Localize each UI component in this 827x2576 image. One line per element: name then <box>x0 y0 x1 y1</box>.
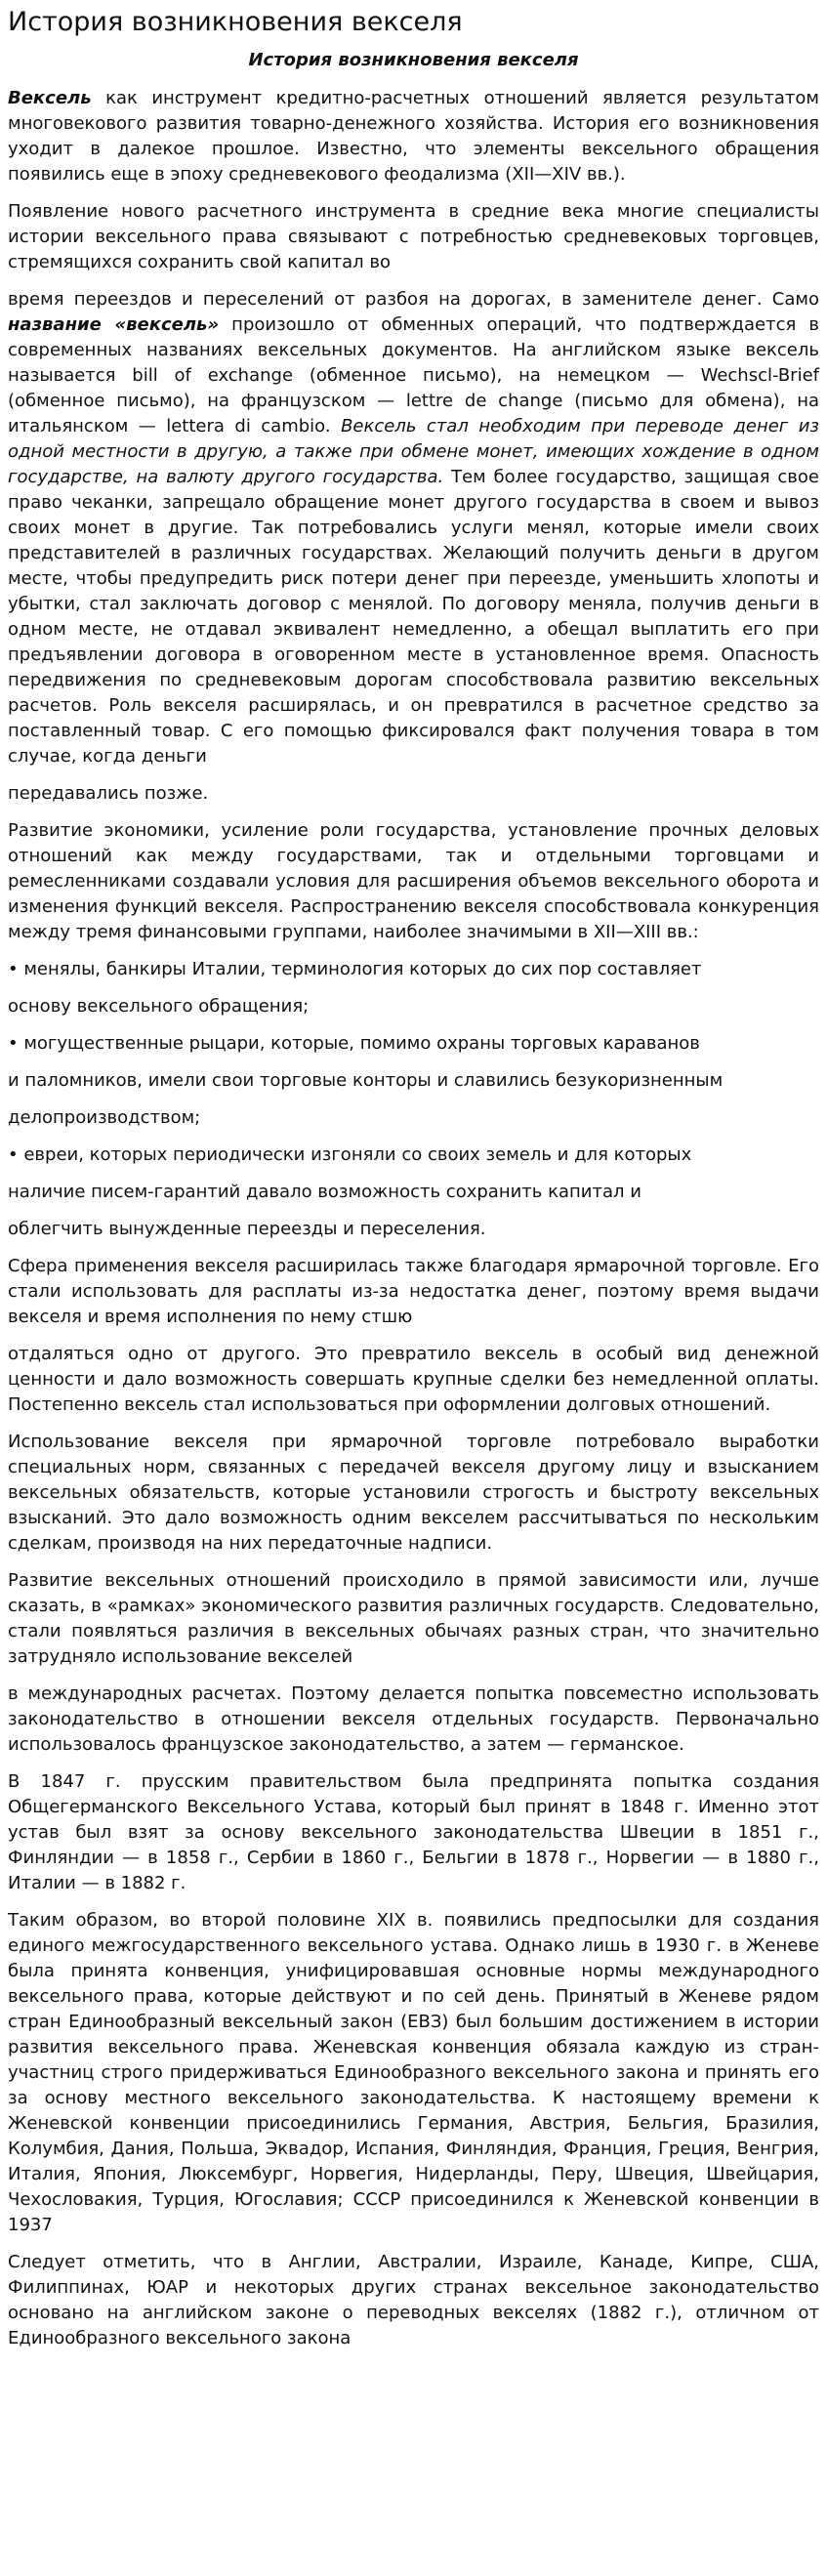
paragraph-12: наличие писем-гарантий давало возможность сохранить капитал и <box>8 1182 641 1202</box>
paragraph-9: и паломников, имели свои торговые конторы и славились безукоризненным <box>8 1070 724 1091</box>
paragraph-18: в международных расчетах. Поэтому делается попытка повсеместно использовать законодательство в отношении векселя отдельных государств. Первоначально использовалось французское законодательство, а затем — германское. <box>8 1683 819 1755</box>
article-subtitle: История возникновения векселя <box>248 50 579 70</box>
paragraph-19: В 1847 г. прусским правительством была предпринята попытка создания Общегерманского Вексельного Устава, который был принят в 1848 г. Именно этот устав был взят за основу вексельного законодательства Швеции в 1851 г., Финляндии — в 1858 г., Сербии в 1860 г., Бельгии в 1878 г., Норвегии — в 1880 г., Италии — в 1882 г. <box>8 1771 819 1893</box>
paragraph-14: Сфера применения векселя расширилась также благодаря ярмарочной торговле. Его стали использовать для расплаты из-за недостатка денег, поэтому время выдачи векселя и время исполнения по нему стшю <box>8 1256 819 1327</box>
page-title: История возникновения векселя <box>8 7 463 37</box>
paragraph-16: Использование векселя при ярмарочной торговле потребовало выработки специальных норм, связанных с передачей векселя другому лицу и взысканием вексельных обязательств, которые установили строгость и быстроту вексельных взысканий. Это дало возможность одним векселем рассчитываться по нескольким сделкам, производя на них передаточные надписи. <box>8 1432 819 1554</box>
list-item-jews: • евреи, которых периодически изгоняли со своих земель и для которых <box>8 1144 692 1165</box>
list-item-bankers: • менялы, банкиры Италии, терминология которых до сих пор составляет <box>8 959 702 979</box>
paragraph-3-part-c: Тем более государство, защищая свое право чеканки, запрещало обращение монет другого государства в своем и вывоз своих монет в другие. Так потребовались услуги менял, которые имели своих представителей в различных государствах. Желающий получить деньги в другом месте, чтобы предупредить риск потери денег при переезде, уменьшить хлопоты и убытки, стал заключать договор с менялой. По договору меняла, получив деньги в одном месте, не отдавал эквивалент немедленно, а обещал выплатить его при предъявлении договора в оговоренном месте в установленное время. Опасность передвижения по средневековым дорогам способствовала развитию вексельных расчетов. Роль векселя расширялась, и он превратился в расчетное средство за поставленный товар. С его помощью фиксировался факт получения товара в том случае, когда деньги <box>8 467 820 767</box>
paragraph-13: облегчить вынужденные переезды и переселения. <box>8 1219 486 1239</box>
paragraph-2: Появление нового расчетного инструмента в средние века многие специалисты истории вексельного права связывают с потребностью средневековых торговцев, стремящихся сохранить свой капитал во <box>8 201 819 272</box>
list-item-knights: • могущественные рыцари, которые, помимо охраны торговых караванов <box>8 1033 700 1054</box>
paragraph-17: Развитие вексельных отношений происходило в прямой зависимости или, лучше сказать, в «рамках» экономического развития различных государств. Следовательно, стали появляться различия в вексельных обычаях разных стран, что значительно затрудняло использование векселей <box>8 1570 819 1667</box>
term-veksel: Вексель <box>8 88 92 108</box>
paragraph-3-italic: Вексель стал необходим при переводе денег из одной местности в другую, а также при обмене монет, имеющих хождение в одном государстве, на валюту другого государства. <box>8 416 820 487</box>
paragraph-4: передавались позже. <box>8 783 209 804</box>
paragraph-1 <box>8 86 819 187</box>
paragraph-1-text: как инструмент кредитно-расчетных отношений является результатом многовекового развития товарно-денежного хозяйства. История его возникновения уходит в далекое прошлое. Известно, что элементы вексельного обращения появились еще в эпоху средневекового феодализма (XII—XIV вв.). <box>8 88 819 185</box>
paragraph-3-part-b: произошло от обменных операций, что подтверждается в современных названиях вексельных документов. На английском языке вексель называется bill of exchange (обменное письмо), на немецком — Wechscl-Brief (обменное письмо), на французском — lettre de change (письмо для обмена), на итальянском — lettera di cambio. <box>8 314 819 436</box>
term-nazvanie: название «вексель» <box>8 314 220 335</box>
paragraph-7: основу вексельного обращения; <box>8 996 310 1017</box>
paragraph-3-part-a: время переездов и переселений от разбоя на дорогах, в заменителе денег. Само <box>8 289 819 310</box>
paragraph-5: Развитие экономики, усиление роли государства, установление прочных деловых отношений как между государствами, так и отдельными торговцами и ремесленниками создавали условия для расширения объемов вексельного оборота и изменения функций векселя. Распространению векселя способствовала конкуренция между тремя финансовыми группами, наиболее значимыми в XII—XIII вв.: <box>8 820 819 942</box>
paragraph-15: отдаляться одно от другого. Это превратило вексель в особый вид денежной ценности и дало возможность совершать крупные сделки без немедленной оплаты. Постепенно вексель стал использоваться при оформлении долговых отношений. <box>8 1344 819 1415</box>
paragraph-3 <box>8 287 819 769</box>
paragraph-10: делопроизводством; <box>8 1107 201 1128</box>
paragraph-21: Следует отметить, что в Англии, Австралии, Израиле, Канаде, Кипре, США, Филиппинах, ЮАР и некоторых других странах вексельное законодательство основано на английском законе о переводных векселях (1882 г.), отличном от Единообразного вексельного закона <box>8 2252 819 2348</box>
paragraph-20: Таким образом, во второй половине XIX в. появились предпосылки для создания единого межгосударственного вексельного устава. Однако лишь в 1930 г. в Женеве была принята конвенция, унифицировавшая основные нормы международного вексельного права, которые действуют и по сей день. Принятый в Женеве рядом стран Единообразный вексельный закон (ЕВЗ) был большим достижением в истории развития вексельного права. Женевская конвенция обязала каждую из стран- участниц строго придерживаться Единообразного вексельного закона и принять его за основу местного вексельного законодательства. К настоящему времени к Женевской конвенции присоединились Германия, Австрия, Бельгия, Бразилия, Колумбия, Дания, Польша, Эквадор, Испания, Финляндия, Франция, Греция, Венгрия, Италия, Япония, Люксембург, Норвегия, Нидерланды, Перу, Швеция, Швейцария, Чехословакия, Турция, Югославия; СССР присоединился к Женевской конвенции в 1937 <box>8 1910 819 2235</box>
